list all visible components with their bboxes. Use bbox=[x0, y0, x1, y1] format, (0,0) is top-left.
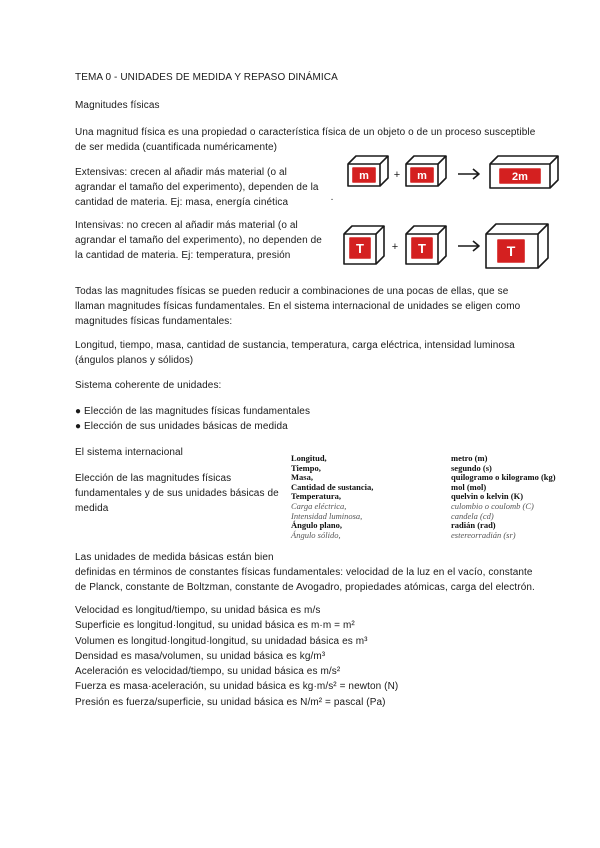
constants-paragraph bbox=[75, 550, 535, 595]
coherent-heading: Sistema coherente de unidades: bbox=[75, 380, 222, 391]
arrow-icon bbox=[458, 241, 479, 251]
plus-sign: + bbox=[393, 169, 401, 181]
extensive-line: agrandar el tamaño del experimento), dependen de la bbox=[75, 182, 319, 193]
si-unit: radián (rad) bbox=[451, 520, 496, 531]
intensive-line: Intensivas: no crecen al añadir más material (o al bbox=[75, 220, 298, 231]
temperature-label: T bbox=[506, 243, 516, 259]
intro-line: Una magnitud física es una propiedad o característica física de un objeto o de un proceso susceptible bbox=[75, 127, 536, 138]
plus-sign: + bbox=[391, 241, 399, 253]
mass-label: m bbox=[359, 170, 369, 182]
derived-unit-line: Fuerza es masa·aceleración, su unidad básica es kg·m/s² = newton (N) bbox=[75, 681, 399, 693]
si-magnitude: Cantidad de sustancia, bbox=[291, 481, 374, 492]
si-description-line: fundamentales y de sus unidades básicas de bbox=[75, 488, 279, 499]
coherent-bullets bbox=[75, 404, 310, 434]
si-magnitude: Masa, bbox=[291, 472, 313, 483]
si-description-line: medida bbox=[75, 503, 109, 514]
extensive-line: Extensivas: crecen al añadir más material (o al bbox=[75, 167, 288, 178]
stray-dot: . bbox=[330, 192, 334, 203]
si-magnitude: Ángulo plano, bbox=[291, 520, 343, 531]
extensive-paragraph bbox=[75, 165, 319, 210]
si-description-line: Elección de las magnitudes físicas bbox=[75, 473, 232, 484]
si-magnitude: Carga eléctrica, bbox=[291, 501, 347, 511]
fundamental-line: magnitudes físicas fundamentales: bbox=[75, 316, 233, 327]
section-heading-magnitudes: Magnitudes físicas bbox=[75, 100, 160, 111]
si-unit: candela (cd) bbox=[451, 510, 494, 521]
derived-unit-line: Aceleración es velocidad/tiempo, su unidad básica es m/s² bbox=[75, 666, 341, 678]
si-magnitude: Temperatura, bbox=[291, 491, 341, 502]
si-magnitude: Longitud, bbox=[291, 453, 327, 463]
constants-line: definidas en términos de constantes físicas fundamentales: velocidad de la luz en el vacío, constante bbox=[75, 567, 533, 578]
si-unit: metro (m) bbox=[451, 453, 488, 463]
fundamental-list-line: (ángulos planos y sólidos) bbox=[75, 355, 194, 366]
si-heading: El sistema internacional bbox=[75, 447, 184, 458]
derived-units-list bbox=[75, 603, 398, 710]
extensive-line: cantidad de materia. Ej: masa, energía cinética bbox=[75, 197, 289, 208]
intensive-line: la cantidad de materia. Ej: temperatura, presión bbox=[75, 250, 291, 261]
temperature-label: T bbox=[356, 241, 364, 256]
si-unit: culombio o coulomb (C) bbox=[451, 501, 534, 511]
si-unit: mol (mol) bbox=[451, 481, 487, 492]
si-description bbox=[75, 471, 279, 516]
derived-unit-line: Velocidad es longitud/tiempo, su unidad básica es m/s bbox=[75, 605, 321, 616]
derived-unit-line: Presión es fuerza/superficie, su unidad básica es N/m² = pascal (Pa) bbox=[75, 696, 386, 708]
si-magnitude: Tiempo, bbox=[291, 462, 321, 473]
derived-unit-line: Volumen es longitud·longitud·longitud, su unidadad básica es m³ bbox=[75, 635, 368, 647]
intensive-line: agrandar el tamaño del experimento), no dependen de bbox=[75, 235, 322, 246]
derived-unit-line: Superficie es longitud·longitud, su unidad básica es m·m = m² bbox=[75, 620, 355, 632]
si-unit: quelvin o kelvin (K) bbox=[451, 491, 524, 502]
si-unit: estereorradián (sr) bbox=[451, 529, 516, 540]
si-magnitude: Ángulo sólido, bbox=[291, 529, 341, 540]
intensive-paragraph bbox=[75, 218, 322, 263]
si-unit: quilogramo o kilogramo (kg) bbox=[451, 472, 556, 483]
temperature-box bbox=[344, 226, 384, 264]
si-magnitude: Intensidad luminosa, bbox=[291, 510, 363, 521]
temperature-result-box bbox=[486, 224, 548, 268]
extensive-intensive-diagram bbox=[328, 150, 568, 280]
si-unit: segundo (s) bbox=[451, 462, 492, 473]
derived-unit-line: Densidad es masa/volumen, su unidad básica es kg/m³ bbox=[75, 650, 326, 662]
fundamental-list-line: Longitud, tiempo, masa, cantidad de sustancia, temperatura, carga eléctrica, intensidad luminosa bbox=[75, 340, 515, 351]
fundamental-paragraph bbox=[75, 284, 520, 329]
arrow-icon bbox=[458, 169, 479, 179]
fundamental-list bbox=[75, 338, 515, 368]
bullet-item: ● Elección de las magnitudes físicas fundamentales bbox=[75, 406, 311, 417]
constants-line: de Planck, constante de Boltzman, constante de Avogadro, propiedades atómicas, carga del electrón. bbox=[75, 582, 535, 593]
constants-line: Las unidades de medida básicas están bien bbox=[75, 552, 274, 563]
temperature-box bbox=[406, 226, 446, 264]
mass-label: m bbox=[417, 170, 427, 182]
fundamental-line: llaman magnitudes físicas fundamentales. En el sistema internacional de unidades se eligen como bbox=[75, 301, 521, 312]
double-mass-label: 2m bbox=[512, 171, 528, 183]
intro-line: de ser medida (cuantificada numéricamente) bbox=[75, 142, 278, 153]
temperature-label: T bbox=[418, 241, 426, 256]
fundamental-line: Todas las magnitudes físicas se pueden reducir a combinaciones de una pocas de ellas, que se bbox=[75, 286, 509, 297]
bullet-item: ● Elección de sus unidades básicas de medida bbox=[75, 421, 288, 432]
page-title: TEMA 0 - UNIDADES DE MEDIDA Y REPASO DINÁMICA bbox=[75, 72, 338, 83]
